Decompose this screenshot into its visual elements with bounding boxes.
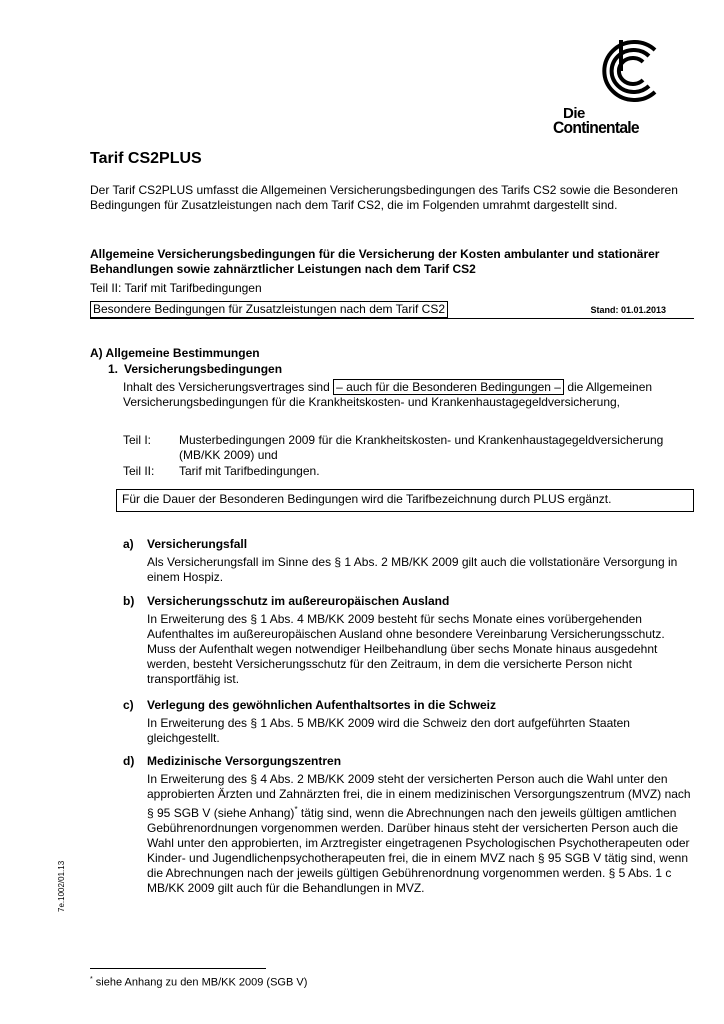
section-1-number: 1. <box>108 362 119 376</box>
teil2-label: Teil II: <box>123 464 155 478</box>
footnote <box>90 976 307 989</box>
subsection-b-letter: b) <box>123 594 135 608</box>
logo-text-die: Die <box>563 105 585 122</box>
subsection-a-text: Als Versicherungsfall im Sinne des § 1 Abs. 2 MB/KK 2009 gilt auch die vollstationäre Versorgung in einem Hospiz. <box>147 555 678 584</box>
teil2-line: Teil II: Tarif mit Tarifbedingungen <box>90 281 262 295</box>
inhalt-after: die Allgemeinen Versicherungsbedingungen für die Krankheitskosten- und Krankenhaustagegeldversicherung, <box>123 380 653 409</box>
subsection-a-title: Versicherungsfall <box>147 537 248 551</box>
subsection-d-footnote-mark: * <box>294 805 298 814</box>
teil1-label: Teil I: <box>123 433 152 447</box>
intro-paragraph: Der Tarif CS2PLUS umfasst die Allgemeinen Versicherungsbedingungen des Tarifs CS2 sowie die Besonderen Bedingungen für Zusatzleistungen nach dem Tarif CS2, die im Folgenden umrahmt dargestellt sind. <box>90 183 678 212</box>
subsection-b-text: In Erweiterung des § 1 Abs. 4 MB/KK 2009 besteht für sechs Monate eines vorübergehenden Aufenthaltes im außereuropäischen Ausland ohne besondere Vereinbarung Versicherungsschutz. Muss der Aufenthalt wegen notwendiger Heilbehandlung über sechs Monate hinaus ausgedehnt werden, besteht Versicherungsschutz für den Zeitraum, in dem die versicherte Person nicht transportfähig ist. <box>147 612 665 686</box>
inhalt-boxed: – auch für die Besonderen Bedingungen – <box>333 379 564 395</box>
subsection-b-heading <box>123 594 449 609</box>
footnote-divider <box>90 968 266 969</box>
plus-box: Für die Dauer der Besonderen Bedingungen wird die Tarifbezeichnung durch PLUS ergänzt. <box>116 489 694 512</box>
subsection-d-text-part1: In Erweiterung des § 4 Abs. 2 MB/KK 2009 steht der versicherten Person auch die Wahl unter den approbierten Ärzten und Zahnärzten frei, die in einem medizinischen Versorgungszentrum (MVZ) nach § 95 SGB V (siehe Anhang) <box>147 772 691 820</box>
subsection-d-text <box>147 772 692 896</box>
teil1-text: Musterbedingungen 2009 für die Krankheitskosten- und Krankenhaustagegeldversicherung (MB/KK 2009) und <box>179 433 664 462</box>
inhalt-paragraph <box>123 380 691 410</box>
side-code <box>57 772 67 912</box>
subsection-d-heading <box>123 754 341 769</box>
subsection-d-text-part2: tätig sind, wenn die Abrechnungen nach den jeweils gültigen amtlichen Gebührenordnungen vorgenommen werden. Darüber hinaus steht der versicherten Person auch die Wahl unter den approbierten, im Arztregister eingetragenen Psychologischen Psychotherapeuten oder Kinder- und Jugendlichenpsychotherapeuten frei, die in einem MVZ nach § 95 SGB V tätig sind, wenn die Abrechnungen nach der jeweils gültigen Gebührenordnung vorgenommen werden. § 5 Abs. 1 c MB/KK 2009 gilt auch für die Behandlungen in MVZ. <box>147 806 690 895</box>
stand-date: Stand: 01.01.2013 <box>590 305 666 315</box>
subsection-d-letter: d) <box>123 754 135 768</box>
side-code-text: 7e.1002/01.13 <box>57 860 66 912</box>
section-1-title: Versicherungsbedingungen <box>124 362 283 376</box>
logo-text-continentale: Continentale <box>553 118 639 137</box>
section-a-heading: A) Allgemeine Bestimmungen <box>90 346 260 360</box>
teil2-text: Tarif mit Tarifbedingungen. <box>179 464 320 478</box>
subsection-c-letter: c) <box>123 698 134 712</box>
section-1-heading <box>108 362 282 377</box>
subsection-b-title: Versicherungsschutz im außereuropäischen Ausland <box>147 594 450 608</box>
logo-c-icon <box>585 38 665 104</box>
subsection-a-heading <box>123 537 247 552</box>
subsection-c-title: Verlegung des gewöhnlichen Aufenthaltsortes in die Schweiz <box>147 698 496 712</box>
subsection-a-letter: a) <box>123 537 134 551</box>
subsection-c-heading <box>123 698 496 713</box>
footnote-mark: * <box>90 976 93 983</box>
page-title: Tarif CS2PLUS <box>90 150 202 167</box>
subsection-c-text: In Erweiterung des § 1 Abs. 5 MB/KK 2009 wird die Schweiz den dort aufgeführten Staaten gleichgestellt. <box>147 716 630 745</box>
besondere-bedingungen-box: Besondere Bedingungen für Zusatzleistungen nach dem Tarif CS2 <box>90 301 448 318</box>
avb-heading: Allgemeine Versicherungsbedingungen für die Versicherung der Kosten ambulanter und stationärer Behandlungen sowie zahnärztlicher Leistungen nach dem Tarif CS2 <box>90 247 660 276</box>
inhalt-before: Inhalt des Versicherungsvertrages sind <box>123 380 330 394</box>
besondere-bedingungen-row <box>90 301 694 319</box>
subsection-d-title: Medizinische Versorgungszentren <box>147 754 342 768</box>
footnote-text: siehe Anhang zu den MB/KK 2009 (SGB V) <box>92 976 308 989</box>
continentale-logo <box>545 38 695 137</box>
